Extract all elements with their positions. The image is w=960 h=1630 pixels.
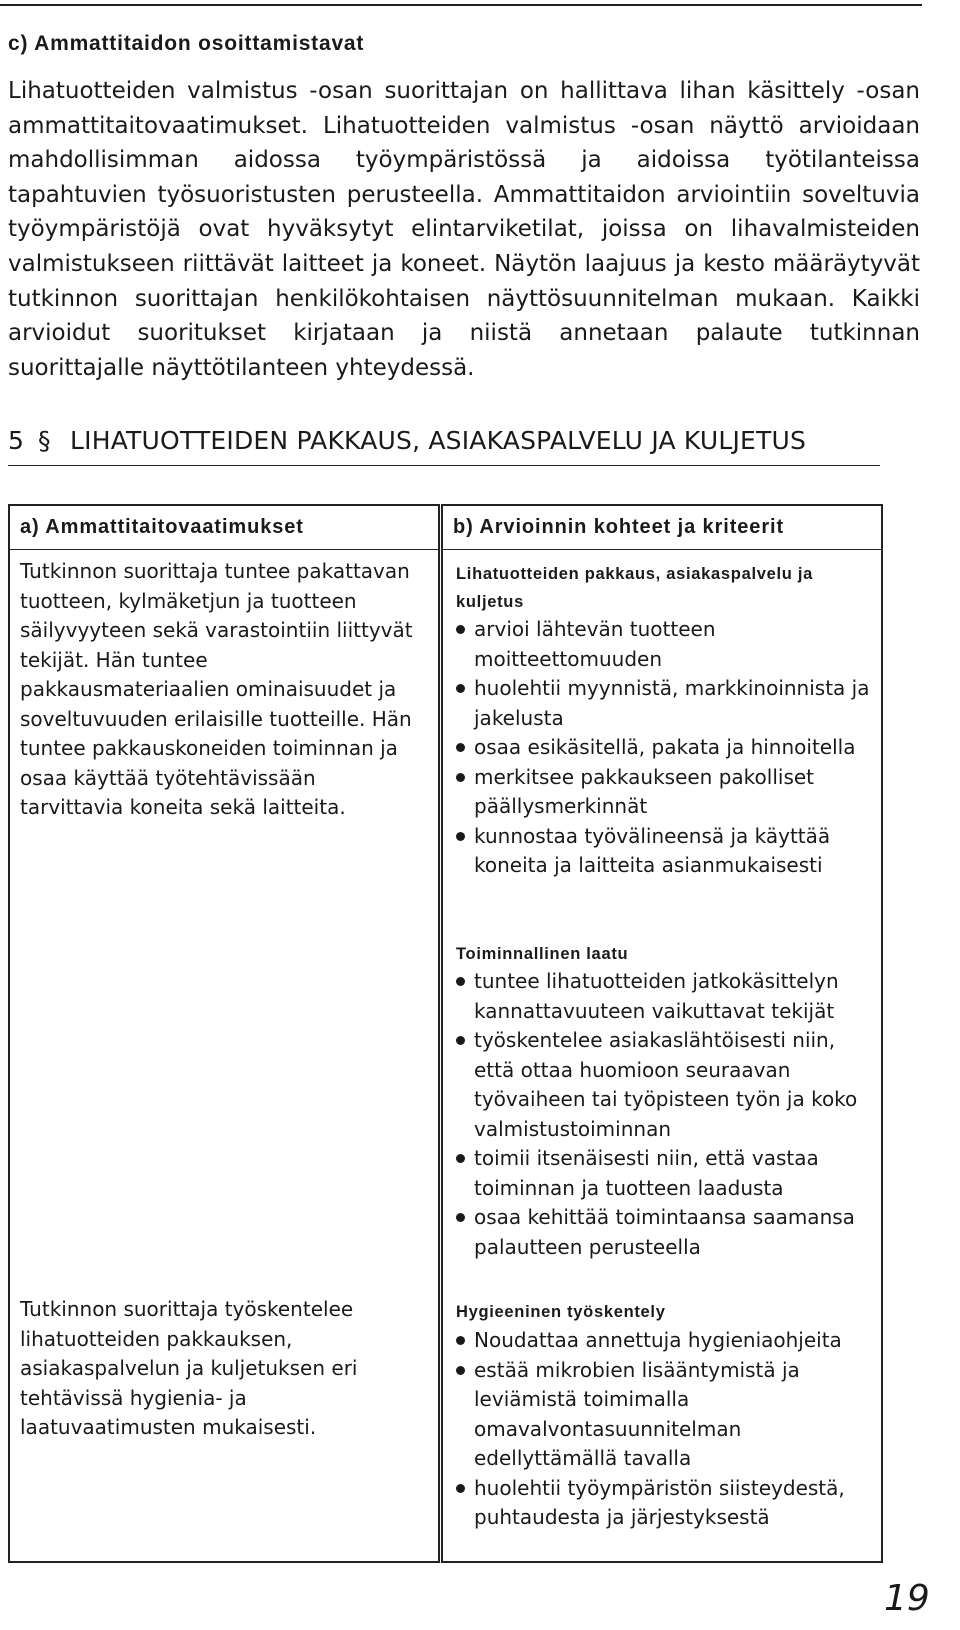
criteria-item: toimii itsenäisesti niin, että vastaa toiminnan ja tuotteen laadusta — [456, 1144, 871, 1203]
column-a-requirements — [8, 504, 440, 1563]
criteria-item: Noudattaa annettuja hygieniaohjeita — [456, 1326, 871, 1356]
section-number: 5 — [8, 426, 25, 455]
section-rule — [8, 465, 880, 466]
criteria-list — [456, 615, 871, 881]
section-c-heading: c) Ammattitaidon osoittamistavat — [8, 32, 365, 55]
criteria-group-title: Hygieeninen työskentely — [456, 1303, 666, 1321]
column-a-title: a) Ammattitaitovaatimukset — [20, 516, 304, 538]
section-symbol: § — [38, 426, 51, 455]
criteria-item: huolehtii työympäristön siisteydestä, puhtaudesta ja järjestyksestä — [456, 1474, 871, 1533]
section-title: LIHATUOTTEIDEN PAKKAUS, ASIAKASPALVELU JA KULJETUS — [70, 426, 807, 455]
criteria-list — [456, 967, 871, 1262]
criteria-item: merkitsee pakkaukseen pakolliset päällysmerkinnät — [456, 763, 871, 822]
page-number: 19 — [884, 1578, 930, 1619]
criteria-item: huolehtii myynnistä, markkinoinnista ja jakelusta — [456, 674, 871, 733]
criteria-list — [456, 1326, 871, 1533]
column-b-criteria — [441, 504, 883, 1563]
column-a-header-rule — [10, 549, 438, 550]
column-b-title: b) Arvioinnin kohteet ja kriteerit — [453, 516, 785, 538]
criteria-item: osaa kehittää toimintaansa saamansa palautteen perusteella — [456, 1203, 871, 1262]
criteria-item: kunnostaa työvälineensä ja käyttää koneita ja laitteita asianmukaisesti — [456, 822, 871, 881]
section-5-heading — [8, 426, 806, 455]
criteria-item: osaa esikäsitellä, pakata ja hinnoitella — [456, 733, 871, 763]
requirements-paragraph: Tutkinnon suorittaja työskentelee lihatuotteiden pakkauksen, asiakaspalvelun ja kuljetuksen eri tehtävissä hygienia- ja laatuvaatimusten mukaisesti. — [20, 1297, 358, 1439]
criteria-group-title: Lihatuotteiden pakkaus, asiakaspalvelu ja kuljetus — [456, 565, 813, 611]
criteria-item: arvioi lähtevän tuotteen moitteettomuuden — [456, 615, 871, 674]
requirements-paragraph: Tutkinnon suorittaja tuntee pakattavan tuotteen, kylmäketjun ja tuotteen säilyvyyteen sekä varastointiin liittyvät tekijät. Hän tuntee pakkausmateriaalien ominaisuudet ja soveltuvuuden erilaisille tuotteille. Hän tuntee pakkauskoneiden toiminnan ja osaa käyttää työtehtävissään tarvittavia koneita sekä laitteita. — [20, 559, 413, 819]
column-b-header-rule — [443, 549, 881, 550]
top-rule — [0, 4, 922, 6]
section-c-paragraph: Lihatuotteiden valmistus -osan suorittajan on hallittava lihan käsittely -osan ammattitaitovaatimukset. Lihatuotteiden valmistus -osan näyttö arvioidaan mahdollisimman aidossa työympäristössä ja aidoissa työtilanteissa tapahtuvien työsuoristusten perusteella. Ammattitaidon arviointiin soveltuvia työympäristöjä ovat hyväksytyt elintarviketilat, joissa on lihavalmisteiden valmistukseen riittävät laitteet ja koneet. Näytön laajuus ja kesto määräytyvät tutkinnon suorittajan henkilökohtaisen näyttösuunnitelman mukaan. Kaikki arvioidut suoritukset kirjataan ja niistä annetaan palaute tutkinnan suorittajalle näyttötilanteen yhteydessä. — [8, 78, 920, 381]
criteria-item: työskentelee asiakaslähtöisesti niin, että ottaa huomioon seuraavan työvaiheen tai työpisteen työn ja koko valmistustoiminnan — [456, 1026, 871, 1144]
criteria-group-title: Toiminnallinen laatu — [456, 945, 629, 963]
criteria-item: tuntee lihatuotteiden jatkokäsittelyn kannattavuuteen vaikuttavat tekijät — [456, 967, 871, 1026]
criteria-item: estää mikrobien lisääntymistä ja leviämistä toimimalla omavalvontasuunnitelman edellyttämällä tavalla — [456, 1356, 871, 1474]
